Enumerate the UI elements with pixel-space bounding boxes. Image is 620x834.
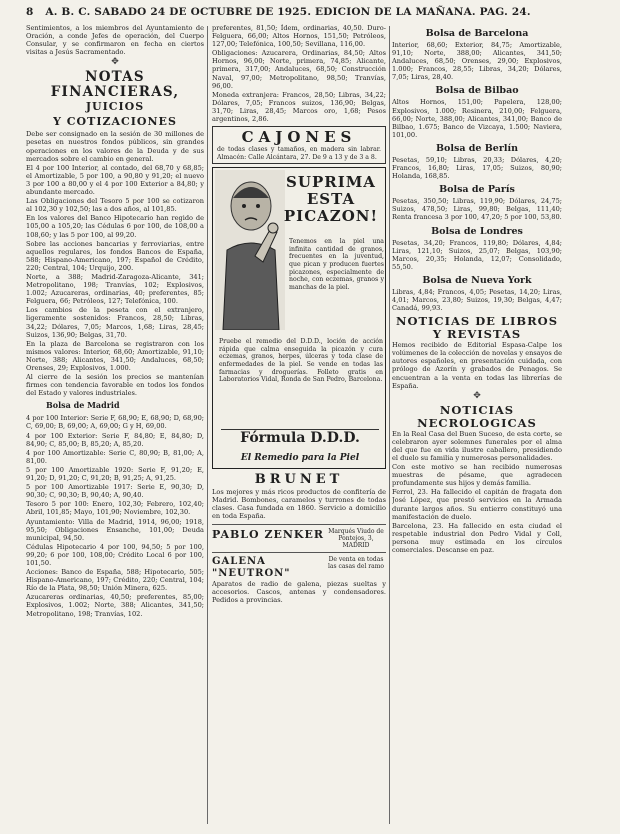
finance-paragraph: Los cambios de la peseta con el extranjero, ligeramente sostenidos: Francos, 28,50; Libras, 34,22; Dólares, 7,05; Marcos, 1,68; Liras, 28,45; Suizos, 136,90; Belgas, 31,70.: [26, 306, 204, 339]
bolsa-text: Libras, 4,84; Francos, 4,05; Pesetas, 14,20; Liras, 4,01; Marcos, 23,80; Suizos, 19,30; Belgas, 4,47; Canadá, 99,93.: [392, 287, 562, 313]
ad-slogan: El Remedio para la Piel: [240, 453, 360, 464]
finance-paragraph: Sobre las acciones bancarias y ferroviarias, entre aquellos regulares, los fondos Bancos de España, 588; Hispano-Americano, 197; Español de Crédito, 220; Central, 104; Urquijo, 200.: [26, 239, 204, 272]
bolsa-bilbao-title: Bolsa de Bilbao: [435, 85, 519, 97]
bolsa-text: Interior, 68,60; Exterior, 84,75; Amortizable, 91,10; Norte, 388,00; Alicantes, 341,50; Andaluces, 68,50; Orenses, 29,00; Explosivos, 1.000; Francos, 28,55; Libras, 34,20; Dólares, 7,05; Liras, 28,40.: [392, 41, 562, 82]
finance-paragraph: El 4 por 100 Interior, al contado, del 68,70 y 68,85; el Amortizable, 5 por 100, a 90,80 y 91,20; el nuevo 3 por 100 a 80,00 y el 4 por 100 Exterior a 84,80; y abundante mercado.: [26, 163, 204, 197]
madrid-quote: 4 por 100 Interior: Serie F, 68,90; E, 68,90; D, 68,90; C, 69,00; B, 69,00; A, 69,00; G y H, 69,00.: [26, 414, 204, 431]
ad-body-2: Pruebe el remedio del D.D.D., loción de acción rápida que calma enseguida la picazón y cura eczemas, granos, herpes, úlceras y toda clase de enfermedades de la piel. Se vende en todas las farmacias y droguerías. Folleto gratis en Laboratorios Vidal, Ronda de San Pedro, Barcelona.: [219, 338, 383, 384]
necro-paragraph: Barcelona, 23. Ha fallecido en esta ciudad el respetable industrial don Pedro Vidal y Coll, persona muy estimada en los círculos comerciales. Descanse en paz.: [392, 521, 562, 555]
page-ref: 8: [26, 6, 34, 18]
ad-body: Tenemos en la piel una infinita cantidad de granos, frecuentes en la juventud, que pican y producen fuertes picazones, especialmente de noche, con eczemas, granos y manchas de la piel.: [289, 238, 384, 291]
bolsa-text: Pesetas, 34,20; Francos, 119,80; Dólares, 4,84; Liras, 121,10; Suizos, 25,07; Belgas, 103,90; Marcos, 20,35; Holanda, 12,07; Consolidado, 55,50.: [392, 238, 562, 271]
intro-paragraph: Sentimientos, a los miembros del Ayuntamiento de Oración, a conde Jefes de operación, del Cuerpo Consular, y se confirmaron en fecha en ciertos visitas a Jesús Sacramentado.: [26, 24, 204, 57]
section-title-cotizaciones: Y COTIZACIONES: [53, 115, 177, 129]
madrid-quote: Tesoro 5 por 100: Enero, 102,30; Febrero, 102,40; Abril, 101,85; Mayo, 101,90; Noviembre, 102,30.: [26, 500, 204, 517]
bolsa-paris-title: Bolsa de París: [439, 184, 515, 196]
necro-paragraph: En la Real Casa del Buen Suceso, de esta corte, se celebraron ayer solemnes funerales por el alma del que fue en vida ilustre caballero, presidiendo el duelo su familia y numerosas personalidades.: [392, 429, 562, 462]
finance-paragraph: En los valores del Banco Hipotecario han regido de 105,00 a 105,20; las Cédulas 6 por 100, de 108,00 a 108,60; y las 5 por 100, al 99,20.: [26, 214, 204, 239]
galena-name: GALENA "NEUTRON": [212, 555, 291, 579]
section-title-juicios: JUICIOS: [85, 100, 145, 114]
newspaper-line: A. B. C. SABADO 24 DE OCTUBRE DE 1925. EDICION DE LA MAÑANA. PAG. 24.: [45, 6, 531, 18]
ddd-advertisement: [212, 167, 386, 469]
finance-paragraph: preferentes, 81,50; Ídem, ordinarias, 40,50. Duro-Felguera, 66,00; Altos Hornos, 151,50; Petróleos, 127,00; Telefónica, 100,50; Sevillana, 116,00.: [212, 24, 386, 49]
madrid-quote: Ayuntamiento: Villa de Madrid, 1914, 96,00; 1918, 95,50; Obligaciones Ensanche, 101,00; Deuda municipal, 94,50.: [26, 517, 204, 542]
column-1: [26, 24, 204, 826]
column-rule-1: [207, 26, 208, 824]
pablo-address: Marqués Viudo de Pontejos, 3, MADRID: [328, 527, 384, 549]
madrid-quote: 4 por 100 Amortizable: Serie C, 80,90; B, 81,00; A, 81,00.: [26, 448, 204, 465]
bolsa-nueva-york-title: Bolsa de Nueva York: [422, 274, 532, 286]
necro-paragraph: Con este motivo se han recibido numerosas muestras de pésame, que agradecen profundamente sus hijos y demás familia.: [392, 463, 562, 488]
galena-address: De venta en todas las casas del ramo: [327, 555, 385, 570]
finance-paragraph: En la plaza de Barcelona se registraron con los mismos valores: Interior, 68,60; Amortizable, 91,10; Norte, 388; Alicantes, 341,50; Andaluces, 68,50; Orenses, 29; Explosivos, 1.000.: [26, 339, 204, 372]
madrid-quote: Acciones: Banco de España, 588; Hipotecario, 505; Hispano-Americano, 197; Crédito, 220; Central, 104; Río de la Plata, 98,50; Unión Minera, 625.: [26, 568, 204, 593]
bolsa-berlin-title: Bolsa de Berlín: [436, 142, 518, 154]
madrid-quote: 4 por 100 Exterior: Serie F, 84,80; E, 84,80; D, 84,90; C, 85,00; B, 85,20; A, 85,20.: [26, 431, 204, 448]
noticias-libros-title: NOTICIAS DE LIBROS Y REVISTAS: [395, 314, 559, 342]
ad-brand: Fórmula D.D.D.: [221, 429, 379, 446]
madrid-quote: Cédulas Hipotecario 4 por 100, 94,50; 5 por 100, 99,20; 6 por 100, 108,00; Crédito Local 6 por 100, 101,50.: [26, 542, 204, 567]
libros-text: Hemos recibido de Editorial Espasa-Calpe los volúmenes de la colección de novelas y ensayos de autores españoles, en presentación cuidada, con prólogo de Azorín y grabados de Penagos. Se encuentran a la venta en todas las librerías de España.: [392, 341, 562, 390]
necro-paragraph: Ferrol, 23. Ha fallecido el capitán de fragata don José López, que prestó servicios en la Armada durante largos años. Su entierro constituyó una manifestación de duelo.: [392, 488, 562, 521]
galena-ad: [212, 556, 386, 604]
finance-paragraph: Obligaciones: Azucarera, Ordinarias, 84,50; Altos Hornos, 96,00; Norte, primera, 74,85; Alicante, primera, 317,00; Andaluces, 68,50; Construcción Naval, 97,00; Metropolitano, 98,50; Tranvías, 96,00.: [212, 49, 386, 90]
column-rule-2: [389, 26, 390, 824]
column-3: [392, 24, 562, 826]
noticias-necrologicas-title: NOTICIAS NECROLOGICAS: [417, 402, 537, 430]
divider: [212, 552, 386, 553]
pablo-name: PABLO ZENKER: [212, 527, 325, 541]
madrid-quote: 5 por 100 Amortizable 1920: Serie F, 91,20; E, 91,20; D, 91,20; C, 91,20; B, 91,25; A, 91,25.: [26, 465, 204, 483]
cajones-title: CAJONES: [241, 128, 357, 147]
bolsa-madrid-title: Bolsa de Madrid: [46, 400, 120, 411]
page-header: [26, 6, 586, 22]
bolsa-text: Pesetas, 59,10; Libras, 20,33; Dólares, 4,20; Francos, 16,80; Liras, 17,05; Suizos, 80,90; Holanda, 168,85.: [392, 155, 562, 181]
finance-paragraph: Debe ser consignado en la sesión de 30 millones de pesetas en nuestros fondos públicos, sin grandes operaciones en los valores de la Deuda y de sus mercados sobre el cambio en general.: [26, 130, 204, 163]
finance-paragraph: Al cierre de la sesión los precios se mantenían firmes con tendencia favorable en todos los fondos del Estado y valores industriales.: [26, 373, 204, 398]
pablo-zenker-ad: [212, 528, 386, 549]
brunet-title: BRUNET: [254, 472, 344, 488]
ad-headline: SUPRIMA ESTA PICAZON!: [283, 173, 379, 226]
ornament: ✥: [473, 390, 481, 401]
section-title-notas: NOTAS FINANCIERAS,: [50, 69, 180, 101]
finance-paragraph: Norte, a 388; Madrid-Zaragoza-Alicante, 341; Metropolitano, 198; Tranvías, 102; Explosivos, 1.002; Azucareras, ordinarias, 40; preferentes, 85; Felguera, 66; Petróleos, 127; Telefónica, 100.: [26, 272, 204, 306]
ornament: ✥: [111, 57, 119, 68]
bolsa-barcelona-title: Bolsa de Barcelona: [425, 28, 529, 39]
bolsa-londres-title: Bolsa de Londres: [431, 225, 523, 237]
galena-text: Aparatos de radio de galena, piezas sueltas y accesorios. Cascos, antenas y condensadores. Pedidos a provincias.: [212, 579, 386, 604]
bolsa-text: Pesetas, 350,50; Libras, 119,90; Dólares, 24,75; Suizos, 478,50; Liras, 99,80; Belgas, 111,40; Renta francesa 3 por 100, 47,20; 5 por 100, 53,80.: [392, 197, 562, 222]
madrid-quote: Azucareras ordinarias, 40,50; preferentes, 85,00; Explosivos, 1.002; Norte, 388; Alicantes, 341,50; Metropolitano, 198; Tranvías, 102.: [26, 593, 204, 618]
bolsa-text: Altos Hornos, 151,00; Papelera, 128,00; Explosivos, 1.000; Resinera, 210,00; Felguera, 66,00; Norte, 388,00; Alicantes, 341,00; Banco de Bilbao, 1.675; Banco de Vizcaya, 1.500; Naviera, 101,00.: [392, 98, 562, 139]
divider: [212, 524, 386, 525]
madrid-quote: 5 por 100 Amortizable 1917: Serie E, 90,30; D, 90,30; C, 90,30; B, 90,40; A, 90,40.: [26, 483, 204, 500]
cajones-ad: [212, 126, 386, 164]
column-2: [212, 24, 386, 826]
man-scratching-illustration: [215, 170, 285, 330]
finance-paragraph: Moneda extranjera: Francos, 28,50; Libras, 34,22; Dólares, 7,05; Francos suizos, 136,90; Belgas, 31,70; Liras, 28,45; Marcos oro, 1,68; Pesos argentinos, 2,86.: [212, 90, 386, 124]
brunet-text: Los mejores y más ricos productos de confitería de Madrid. Bombones, caramelos y turrones de todas clases. Casa fundada en 1860. Servicio a domicilio en toda España.: [212, 488, 386, 521]
cajones-text: de todas clases y tamaños, en madera sin labrar. Almacén: Calle Alcántara, 27. De 9 a 13 y de 3 a 8.: [217, 146, 381, 161]
finance-paragraph: Las Obligaciones del Tesoro 5 por 100 se cotizaron al 102,30 y 102,50; las a dos años, al 101,85.: [26, 197, 204, 214]
